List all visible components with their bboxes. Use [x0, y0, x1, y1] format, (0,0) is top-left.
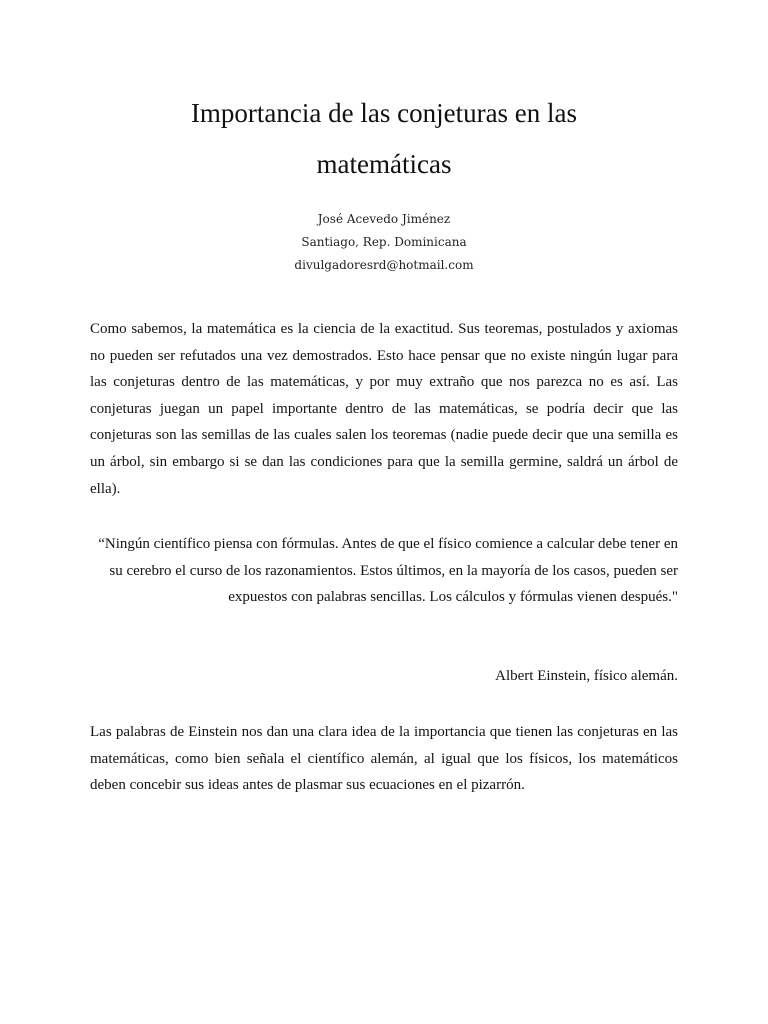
document-title-line-1: Importancia de las conjeturas en las [190, 98, 578, 128]
author-name: José Acevedo Jiménez [317, 212, 451, 226]
document-title-line-2: matemáticas [316, 149, 452, 179]
author-location: Santiago, Rep. Dominicana [301, 235, 467, 249]
quote-attribution: Albert Einstein, físico alemán. [495, 668, 678, 684]
einstein-quote: “Ningún científico piensa con fórmulas. Antes de que el físico comience a calcular debe tener en su cerebro el curso de los razonamientos. Estos últimos, en la mayoría de los casos, pueden ser expuestos con palabras sencillas. Los cálculos y fórmulas vienen después." [98, 536, 678, 605]
closing-paragraph: Las palabras de Einstein nos dan una clara idea de la importancia que tienen las conjeturas en las matemáticas, como bien señala el científico alemán, al igual que los físicos, los matemáticos deben concebir sus ideas antes de plasmar sus ecuaciones en el pizarrón. [90, 724, 678, 794]
intro-paragraph: Como sabemos, la matemática es la ciencia de la exactitud. Sus teoremas, postulados y axiomas no pueden ser refutados una vez demostrados. Esto hace pensar que no existe ningún lugar para las conjeturas dentro de las matemáticas, y por muy extraño que nos parezca no es así. Las conjeturas juegan un papel importante dentro de las matemáticas, se podría decir que las conjeturas son las semillas de las cuales salen los teoremas (nadie puede decir que una semilla es un árbol, sin embargo si se dan las condiciones para que la semilla germine, saldrá un árbol de ella). [90, 321, 678, 497]
author-email: divulgadoresrd@hotmail.com [294, 258, 474, 272]
